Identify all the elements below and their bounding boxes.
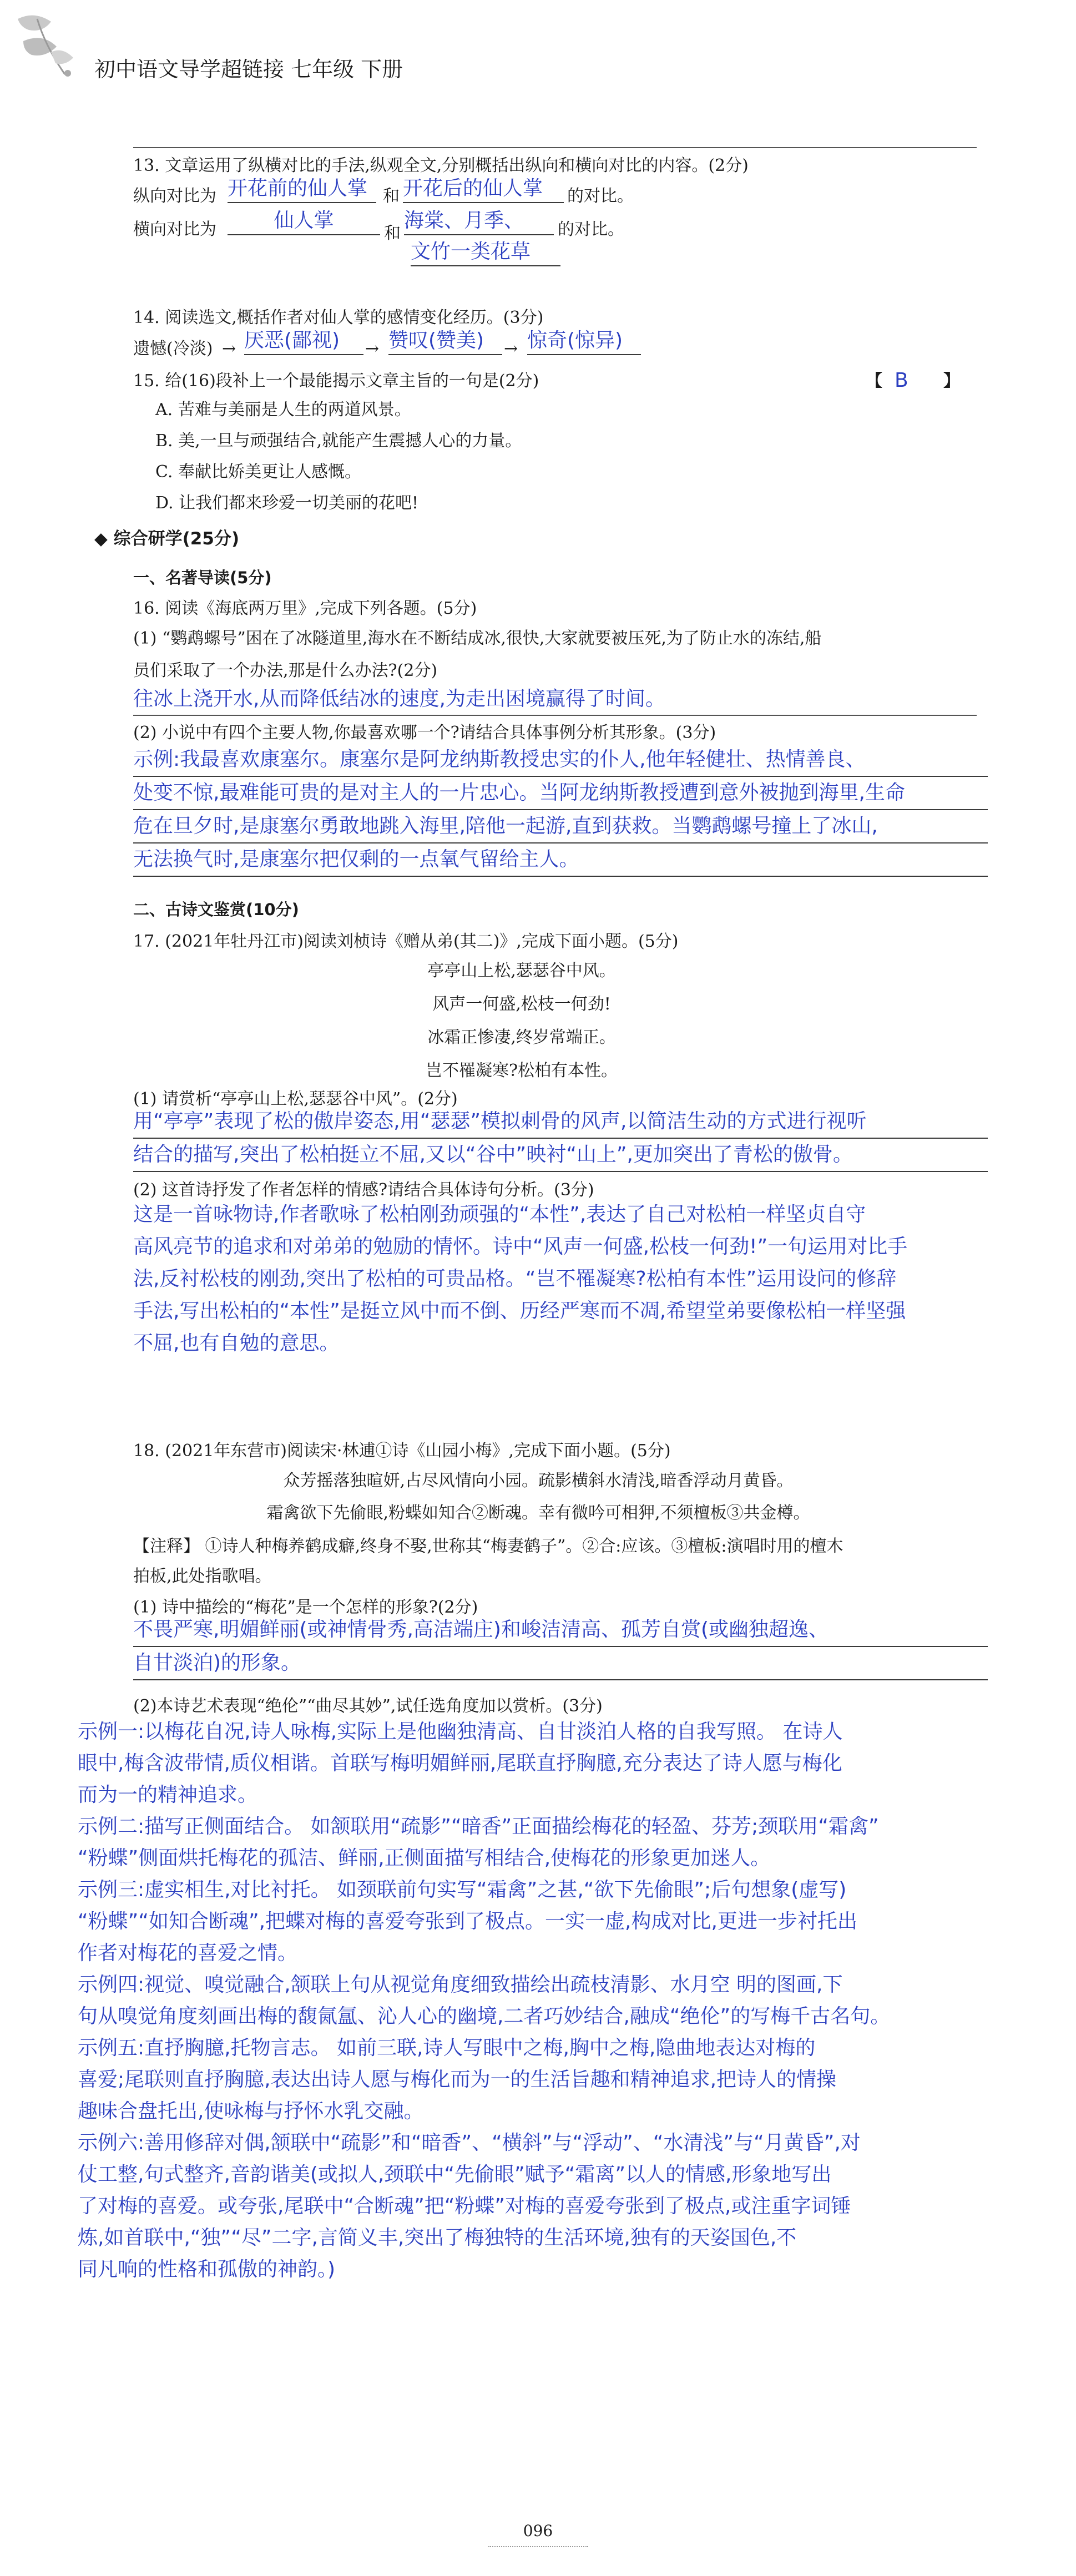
answer-line: 不屈,也有自勉的意思。 <box>133 1332 340 1355</box>
q18-note-line1: 【注释】 ①诗人种梅养鹤成癖,终身不娶,世称其“梅妻鹤子”。②合:应该。③檀板:演唱时用的檀木 <box>133 1537 843 1556</box>
q13-horizontal-answer-b2: 文竹一类花草 <box>411 239 560 266</box>
q13-vertical-suffix: 的对比。 <box>567 186 634 206</box>
answer-line: 不畏严寒,明媚鲜丽(或神情骨秀,高洁端庄)和峻洁清高、孤芳自赏(或幽独超逸、 <box>133 1614 988 1647</box>
answer-line: 了对梅的喜爱。或夸张,尾联中“合断魂”把“粉蝶”对梅的喜爱夸张到了极点,或注重字词锤 <box>78 2195 851 2218</box>
answer-line: 这是一首咏物诗,作者歌咏了松柏刚劲顽强的“本性”,表达了自己对松柏一样坚贞自守 <box>133 1203 866 1226</box>
answer-line: 示例五:直抒胸臆,托物言志。 如前三联,诗人写眼中之梅,胸中之梅,隐曲地表达对梅的 <box>78 2037 816 2059</box>
poem-line: 亭亭山上松,瑟瑟谷中风。 <box>427 961 616 981</box>
q18-note-line2: 拍板,此处指歌唱。 <box>133 1567 272 1586</box>
q13-horizontal-prefix: 横向对比为 <box>133 220 216 239</box>
q15-option-a: A. 苦难与美丽是人生的两道风景。 <box>155 400 411 420</box>
page-number-rule <box>488 2546 588 2547</box>
q14-arrow-2: → <box>365 339 380 358</box>
q17-answer-2 <box>133 1199 999 1360</box>
poem-line: 岂不罹凝寒?松柏有本性。 <box>425 1061 618 1080</box>
q16-sub1-line2: 员们采取了一个办法,那是什么办法?(2分) <box>133 661 438 680</box>
answer-line: 用“亭亭”表现了松的傲岸姿态,用“瑟瑟”模拟刺骨的风声,以简洁生动的方式进行视听 <box>133 1105 988 1139</box>
poem-line: 冰霜正惨凄,终岁常端正。 <box>427 1028 616 1047</box>
header-logo <box>12 8 84 85</box>
answer-line: 趣味合盘托出,使咏梅与抒怀水乳交融。 <box>78 2100 424 2123</box>
q17-answer-1 <box>133 1105 988 1172</box>
q13-horizontal-answer-a: 仙人掌 <box>228 208 380 235</box>
header-rule <box>133 147 977 148</box>
answer-line: 句从嗅觉角度刻画出梅的馥氤氲、沁人心的幽境,二者巧妙结合,融成“绝伦”的写梅千古名句。 <box>78 2005 891 2028</box>
q17-poem <box>322 954 721 1088</box>
q14-answer-3: 惊奇(惊异) <box>527 327 641 355</box>
answer-line: 示例四:视觉、嗅觉融合,颔联上句从视觉角度细致描绘出疏枝清影、水月空 明的图画,下 <box>78 1973 843 1996</box>
q16-sub1-line1: (1) “鹦鹉螺号”困在了冰隧道里,海水在不断结成冰,很快,大家就要被压死,为了防止水的冻结,船 <box>133 629 822 648</box>
poem-line: 众芳摇落独暄妍,占尽风情向小园。疏影横斜水清浅,暗香浮动月黄昏。 <box>283 1471 794 1491</box>
q13-horizontal-and: 和 <box>384 224 401 243</box>
q13-vertical-answer-a: 开花前的仙人掌 <box>228 175 376 203</box>
answer-line: “粉蝶”侧面烘托梅花的孤洁、鲜丽,正侧面描写相结合,使梅花的形象更加迷人。 <box>78 1847 771 1870</box>
section-title: ◆ 综合研学(25分) <box>94 529 240 549</box>
section-part2: 二、古诗文鉴赏(10分) <box>133 900 299 919</box>
poem-line: 风声一何盛,松枝一何劲! <box>432 994 611 1014</box>
q15-option-c: C. 奉献比娇美更让人感慨。 <box>155 462 361 482</box>
answer-line: 示例六:善用修辞对偶,颔联中“疏影”和“暗香”、“横斜”与“浮动”、“水清浅”与“月黄昏”,对 <box>78 2131 861 2154</box>
q17-sub2: (2) 这首诗抒发了作者怎样的情感?请结合具体诗句分析。(3分) <box>133 1180 594 1200</box>
q13-horizontal-answer-b1: 海棠、月季、 <box>404 208 554 235</box>
answer-line: 无法换气时,是康塞尔把仅剩的一点氧气留给主人。 <box>133 843 988 877</box>
q17-sub1: (1) 请赏析“亭亭山上松,瑟瑟谷中风”。(2分) <box>133 1089 458 1109</box>
q16-answer-1: 往冰上浇开水,从而降低结冰的速度,为走出困境赢得了时间。 <box>133 688 665 710</box>
q14-arrow-3: → <box>504 339 518 358</box>
q14-answer-1: 厌恶(鄙视) <box>244 327 363 355</box>
q18-answer-1 <box>133 1614 988 1680</box>
header-title: 初中语文导学超链接 七年级 下册 <box>94 57 403 82</box>
answer-line: 法,反衬松枝的刚劲,突出了松柏的可贵品格。“岂不罹凝寒?松柏有本性”运用设问的修辞 <box>133 1267 897 1290</box>
q18-poem <box>166 1465 910 1529</box>
q16-sub2: (2) 小说中有四个主要人物,你最喜欢哪一个?请结合具体事例分析其形象。(3分) <box>133 723 716 743</box>
q14-stem: 14. 阅读选文,概括作者对仙人掌的感情变化经历。(3分) <box>133 308 544 327</box>
q16-stem: 16. 阅读《海底两万里》,完成下列各题。(5分) <box>133 599 477 618</box>
answer-line: 自甘淡泊)的形象。 <box>133 1647 988 1680</box>
q17-stem: 17. (2021年牡丹江市)阅读刘桢诗《赠从弟(其二)》,完成下面小题。(5分) <box>133 932 679 951</box>
q15-bracket-right: 】 <box>943 371 960 391</box>
answer-rule <box>133 715 977 716</box>
q15-bracket-left: 【 <box>866 371 882 391</box>
q18-sub2: (2)本诗艺术表现“绝伦”“曲尽其妙”,试任选角度加以赏析。(3分) <box>133 1696 603 1716</box>
poem-line: 霜禽欲下先偷眼,粉蝶如知合②断魂。幸有微吟可相狎,不须檀板③共金樽。 <box>266 1503 810 1523</box>
answer-line: 手法,写出松柏的“本性”是挺立风中而不倒、历经严寒而不凋,希望堂弟要像松柏一样坚强 <box>133 1300 906 1322</box>
q18-stem: 18. (2021年东营市)阅读宋·林逋①诗《山园小梅》,完成下面小题。(5分) <box>133 1441 671 1461</box>
answer-line: 结合的描写,突出了松柏挺立不屈,又以“谷中”映衬“山上”,更加突出了青松的傲骨。 <box>133 1139 988 1172</box>
q16-answer-2 <box>133 744 988 877</box>
ink-flower-icon <box>12 8 84 85</box>
q18-answer-2 <box>78 1716 999 2285</box>
answer-line: 示例一:以梅花自况,诗人咏梅,实际上是他幽独清高、自甘淡泊人格的自我写照。 在诗人 <box>78 1720 843 1743</box>
q15-stem: 15. 给(16)段补上一个最能揭示文章主旨的一句是(2分) <box>133 371 539 391</box>
section-part1: 一、名著导读(5分) <box>133 568 272 587</box>
q14-start: 遗憾(冷淡) <box>133 339 213 358</box>
answer-line: 高风亮节的追求和对弟弟的勉励的情怀。诗中“风声一何盛,松枝一何劲!”一句运用对比手 <box>133 1235 908 1258</box>
q14-answer-2: 赞叹(赞美) <box>388 327 502 355</box>
answer-line: 眼中,梅含波带情,质仪相谐。首联写梅明媚鲜丽,尾联直抒胸臆,充分表达了诗人愿与梅化 <box>78 1752 842 1775</box>
answer-line: 示例:我最喜欢康塞尔。康塞尔是阿龙纳斯教授忠实的仆人,他年轻健壮、热情善良、 <box>133 744 988 777</box>
answer-line: 示例二:描写正侧面结合。 如颔联用“疏影”“暗香”正面描绘梅花的轻盈、芬芳;颈联用“霜禽” <box>78 1815 879 1838</box>
q14-arrow-1: → <box>222 339 236 358</box>
page-number: 096 <box>523 2522 553 2540</box>
q15-answer: B <box>895 369 908 392</box>
q13-stem: 13. 文章运用了纵横对比的手法,纵观全文,分别概括出纵向和横向对比的内容。(2分) <box>133 156 749 175</box>
answer-line: 同凡响的性格和孤傲的神韵。) <box>78 2258 336 2281</box>
q15-option-b: B. 美,一旦与顽强结合,就能产生震撼人心的力量。 <box>155 431 522 451</box>
answer-line: 仗工整,句式整齐,音韵谐美(或拟人,颈联中“先偷眼”赋予“霜离”以人的情感,形象地写出 <box>78 2163 832 2186</box>
answer-line: 作者对梅花的喜爱之情。 <box>78 1942 298 1964</box>
answer-line: 危在旦夕时,是康塞尔勇敢地跳入海里,陪他一起游,直到获救。当鹦鹉螺号撞上了冰山, <box>133 810 988 843</box>
answer-line: 炼,如首联中,“独”“尽”二字,言简义丰,突出了梅独特的生活环境,独有的天姿国色,不 <box>78 2226 797 2249</box>
q18-sub1: (1) 诗中描绘的“梅花”是一个怎样的形象?(2分) <box>133 1598 478 1617</box>
q13-vertical-answer-b: 开花后的仙人掌 <box>403 175 564 203</box>
q13-vertical-prefix: 纵向对比为 <box>133 186 216 206</box>
q13-horizontal-suffix: 的对比。 <box>558 220 624 239</box>
answer-line: 示例三:虚实相生,对比衬托。 如颈联前句实写“霜禽”之甚,“欲下先偷眼”;后句想象(虚写) <box>78 1878 847 1901</box>
answer-line: “粉蝶”“如知合断魂”,把蝶对梅的喜爱夸张到了极点。一实一虚,构成对比,更进一步衬托出 <box>78 1910 857 1933</box>
answer-line: 处变不惊,最难能可贵的是对主人的一片忠心。当阿龙纳斯教授遭到意外被抛到海里,生命 <box>133 777 988 810</box>
answer-line: 喜爱;尾联则直抒胸臆,表达出诗人愿与梅化而为一的生活旨趣和精神追求,把诗人的情操 <box>78 2068 837 2091</box>
q15-option-d: D. 让我们都来珍爱一切美丽的花吧! <box>155 493 419 513</box>
answer-line: 而为一的精神追求。 <box>78 1784 258 1806</box>
q13-vertical-and: 和 <box>383 186 400 206</box>
